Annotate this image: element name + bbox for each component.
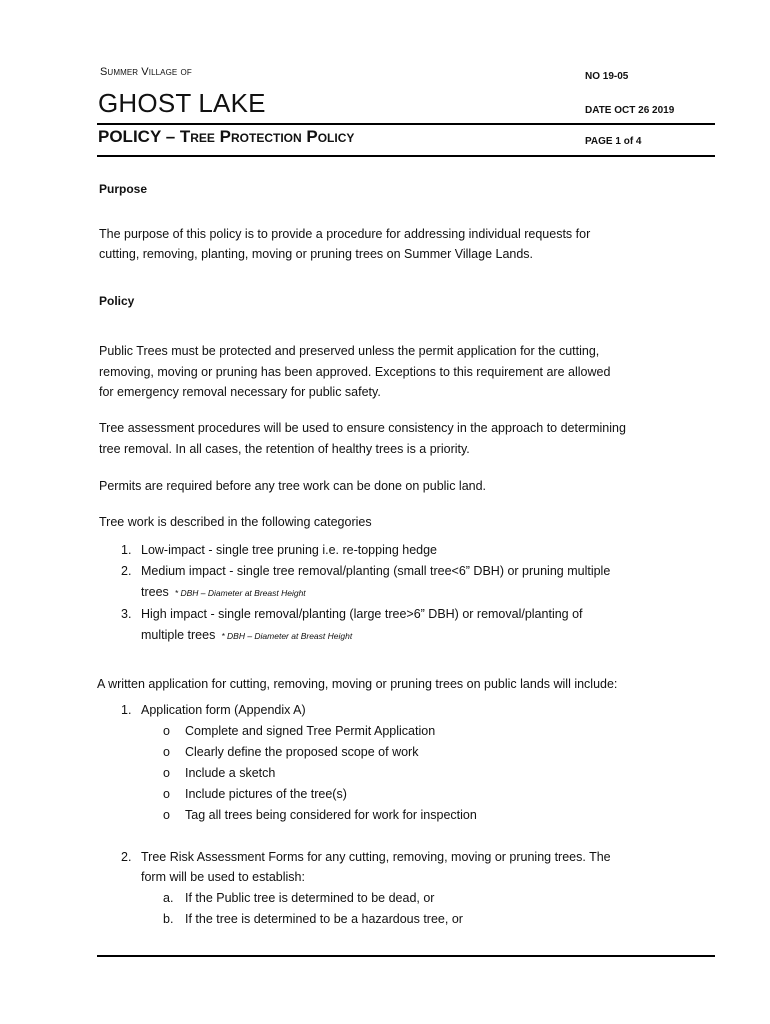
application-intro: A written application for cutting, removing, moving or pruning trees on public lands will include: (97, 677, 618, 691)
bullet-item: Clearly define the proposed scope of work (185, 745, 419, 759)
bullet-marker: o (163, 745, 170, 759)
category-text: Medium impact - single tree removal/planting (small tree<6” DBH) or pruning multiple (141, 564, 611, 578)
purpose-line: cutting, removing, planting, moving or pruning trees on Summer Village Lands. (99, 247, 534, 261)
category-text: multiple trees (141, 628, 216, 642)
category-number: 3. (121, 607, 132, 621)
purpose-line: The purpose of this policy is to provide a procedure for addressing individual requests for (99, 227, 591, 241)
category-text-cont (141, 582, 306, 604)
header-rule-top (97, 123, 715, 125)
category-text-cont (141, 625, 352, 647)
bullet-item: Tag all trees being considered for work for inspection (185, 808, 477, 822)
village-label: Summer Village of (100, 66, 192, 78)
sub-item-letter: b. (163, 912, 174, 926)
sub-item-text: If the tree is determined to be a hazardous tree, or (185, 912, 463, 926)
policy-number: NO 19-05 (585, 71, 629, 82)
header-rule-bottom (97, 155, 715, 157)
application-item-number: 2. (121, 850, 132, 864)
category-text: Low-impact - single tree pruning i.e. re-topping hedge (141, 543, 438, 557)
bullet-marker: o (163, 766, 170, 780)
policy-paragraph: Permits are required before any tree work can be done on public land. (99, 479, 487, 493)
sub-item-letter: a. (163, 891, 174, 905)
policy-paragraph-line: tree removal. In all cases, the retention of healthy trees is a priority. (99, 442, 470, 456)
village-name: GHOST LAKE (98, 88, 266, 118)
category-number: 2. (121, 564, 132, 578)
policy-heading: Policy (99, 294, 135, 308)
policy-paragraph-line: removing, moving or pruning has been approved. Exceptions to this requirement are allowed (99, 365, 611, 379)
policy-paragraph-line: Tree assessment procedures will be used to ensure consistency in the approach to determining (99, 421, 626, 435)
bullet-marker: o (163, 724, 170, 738)
bullet-item: Complete and signed Tree Permit Application (185, 724, 436, 738)
policy-paragraph: Tree work is described in the following categories (99, 515, 372, 529)
policy-paragraph-line: Public Trees must be protected and preserved unless the permit application for the cutting, (99, 344, 600, 358)
bullet-marker: o (163, 808, 170, 822)
bullet-item: Include pictures of the tree(s) (185, 787, 347, 801)
dbh-note: * DBH – Diameter at Breast Height (174, 588, 306, 598)
application-item-text: form will be used to establish: (141, 870, 305, 884)
application-item-label: Application form (Appendix A) (141, 703, 306, 717)
purpose-heading: Purpose (99, 182, 148, 196)
application-item-text: Tree Risk Assessment Forms for any cutting, removing, moving or pruning trees. The (141, 850, 611, 864)
policy-paragraph-line: for emergency removal necessary for public safety. (99, 385, 381, 399)
category-number: 1. (121, 543, 132, 557)
policy-title: POLICY – Tree Protection Policy (98, 127, 355, 146)
bullet-item: Include a sketch (185, 766, 276, 780)
page-number: PAGE 1 of 4 (585, 136, 642, 147)
footer-rule (97, 955, 715, 957)
policy-date: DATE OCT 26 2019 (585, 105, 675, 116)
bullet-marker: o (163, 787, 170, 801)
dbh-note: * DBH – Diameter at Breast Height (221, 631, 353, 641)
category-text: High impact - single removal/planting (large tree>6” DBH) or removal/planting of (141, 607, 583, 621)
category-text: trees (141, 585, 169, 599)
application-item-number: 1. (121, 703, 132, 717)
sub-item-text: If the Public tree is determined to be dead, or (185, 891, 435, 905)
